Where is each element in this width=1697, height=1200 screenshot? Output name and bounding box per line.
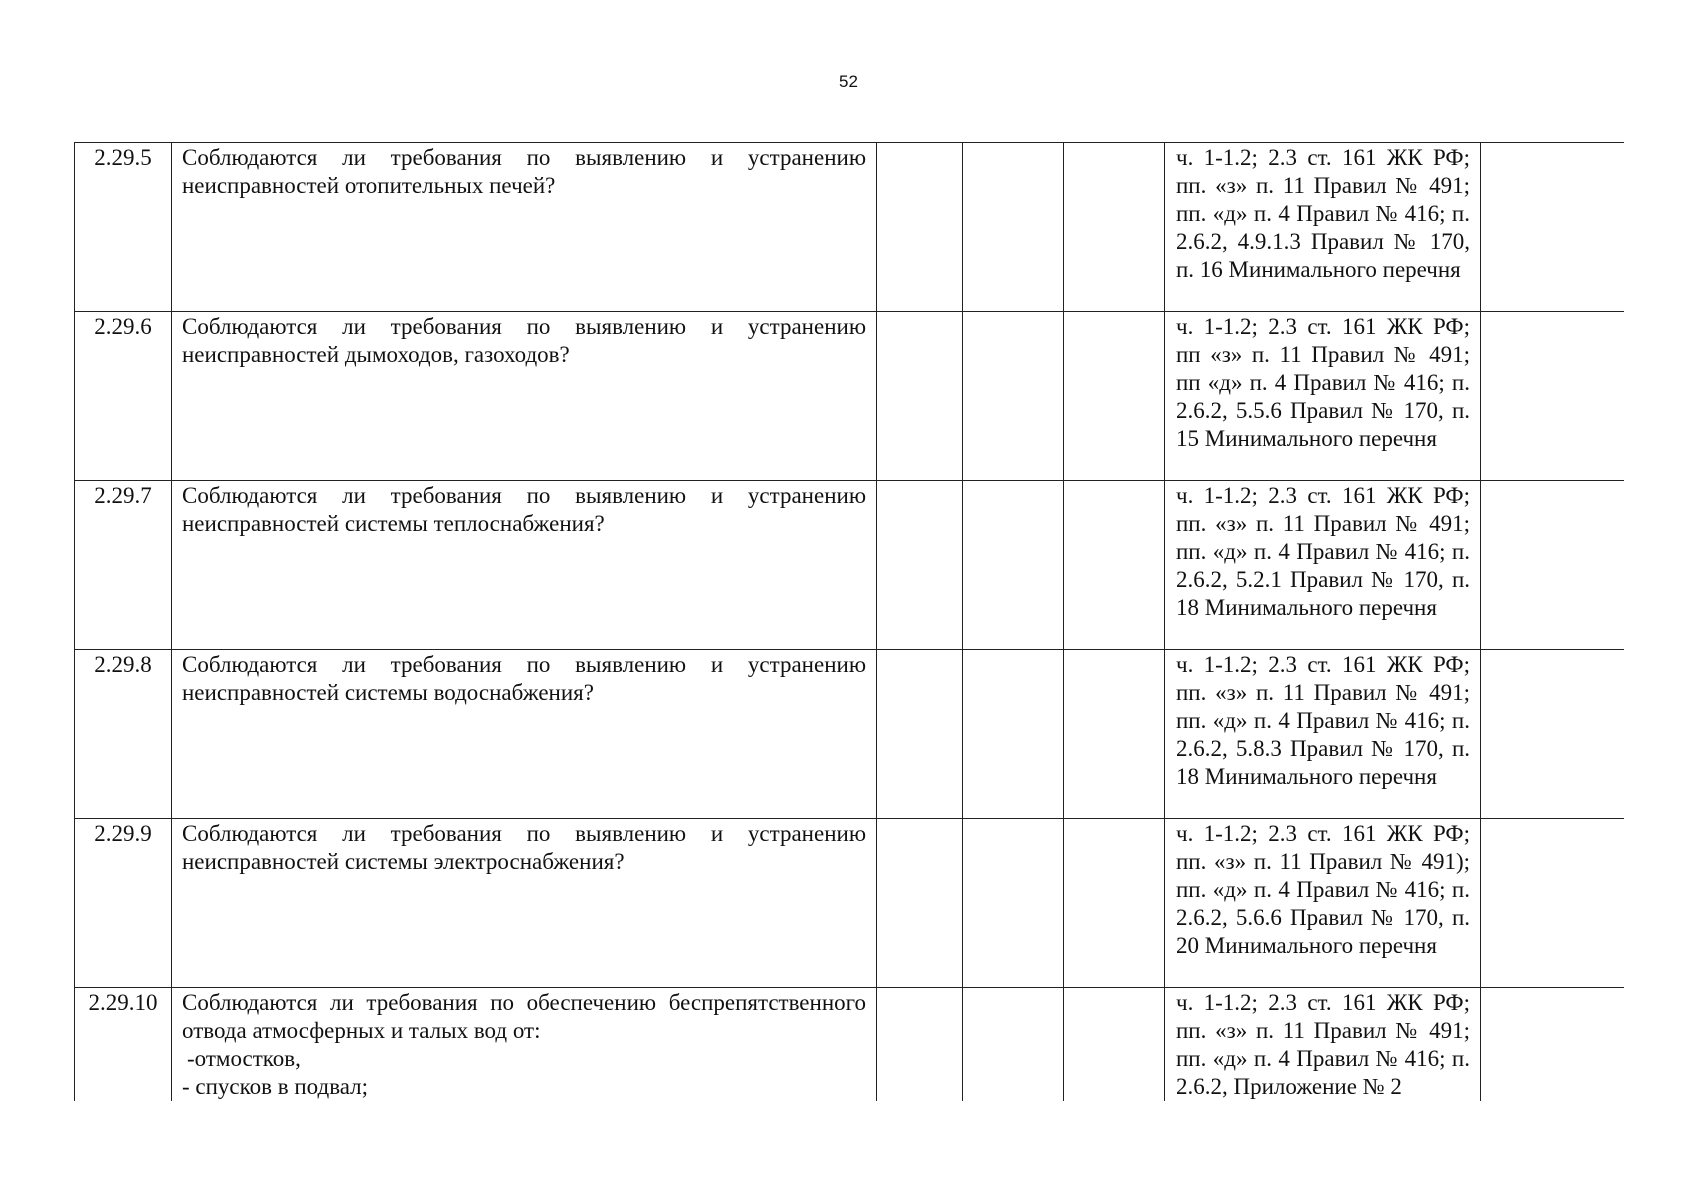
notes-cell[interactable]: [1481, 312, 1625, 481]
table-row: [75, 481, 1625, 650]
item-number: 2.29.5: [75, 143, 172, 312]
item-number: 2.29.10: [75, 988, 172, 1102]
answer-no-cell[interactable]: [963, 988, 1064, 1102]
answer-na-cell[interactable]: [1064, 312, 1165, 481]
legal-reference: ч. 1-1.2; 2.3 ст. 161 ЖК РФ; пп «з» п. 11 Правил № 491; пп «д» п. 4 Правил № 416; п. 2.6.2, 5.5.6 Правил № 170, п. 15 Минимального перечня: [1165, 312, 1481, 481]
notes-cell[interactable]: [1481, 143, 1625, 312]
legal-reference: ч. 1-1.2; 2.3 ст. 161 ЖК РФ; пп. «з» п. 11 Правил № 491; пп. «д» п. 4 Правил № 416; п. 2.6.2, Приложение № 2: [1165, 988, 1481, 1102]
legal-reference: ч. 1-1.2; 2.3 ст. 161 ЖК РФ; пп. «з» п. 11 Правил № 491; пп. «д» п. 4 Правил № 416; п. 2.6.2, 5.2.1 Правил № 170, п. 18 Минимального перечня: [1165, 481, 1481, 650]
table-row: [75, 650, 1625, 819]
answer-na-cell[interactable]: [1064, 143, 1165, 312]
question-line: Соблюдаются ли требования по выявлению и устранению неисправностей системы теплоснабжения?: [182, 483, 866, 536]
answer-yes-cell[interactable]: [877, 312, 963, 481]
notes-cell[interactable]: [1481, 988, 1625, 1102]
answer-no-cell[interactable]: [963, 819, 1064, 988]
answer-no-cell[interactable]: [963, 650, 1064, 819]
item-number: 2.29.6: [75, 312, 172, 481]
question-line: -отмостков,: [187, 1046, 301, 1071]
item-number: 2.29.9: [75, 819, 172, 988]
table-row: [75, 312, 1625, 481]
question-text: [172, 988, 877, 1102]
answer-yes-cell[interactable]: [877, 650, 963, 819]
notes-cell[interactable]: [1481, 819, 1625, 988]
notes-cell[interactable]: [1481, 481, 1625, 650]
table-row: [75, 143, 1625, 312]
question-text: [172, 481, 877, 650]
legal-reference: ч. 1-1.2; 2.3 ст. 161 ЖК РФ; пп. «з» п. 11 Правил № 491); пп. «д» п. 4 Правил № 416; п. 2.6.2, 5.6.6 Правил № 170, п. 20 Минимального перечня: [1165, 819, 1481, 988]
question-line: Соблюдаются ли требования по выявлению и устранению неисправностей системы водоснабжения?: [182, 652, 866, 705]
answer-yes-cell[interactable]: [877, 143, 963, 312]
question-line: Соблюдаются ли требования по выявлению и устранению неисправностей дымоходов, газоходов?: [182, 314, 866, 367]
answer-no-cell[interactable]: [963, 481, 1064, 650]
answer-na-cell[interactable]: [1064, 650, 1165, 819]
question-line: Соблюдаются ли требования по выявлению и устранению неисправностей отопительных печей?: [182, 145, 866, 198]
answer-yes-cell[interactable]: [877, 819, 963, 988]
answer-na-cell[interactable]: [1064, 819, 1165, 988]
legal-reference: ч. 1-1.2; 2.3 ст. 161 ЖК РФ; пп. «з» п. 11 Правил № 491; пп. «д» п. 4 Правил № 416; п. 2.6.2, 5.8.3 Правил № 170, п. 18 Минимального перечня: [1165, 650, 1481, 819]
checklist-table-container: [74, 142, 1624, 1101]
legal-reference: ч. 1-1.2; 2.3 ст. 161 ЖК РФ; пп. «з» п. 11 Правил № 491; пп. «д» п. 4 Правил № 416; п. 2.6.2, 4.9.1.3 Правил № 170, п. 16 Минимального перечня: [1165, 143, 1481, 312]
item-number: 2.29.7: [75, 481, 172, 650]
checklist-table: [74, 142, 1624, 1101]
question-line: - спусков в подвал;: [182, 1074, 369, 1099]
notes-cell[interactable]: [1481, 650, 1625, 819]
answer-na-cell[interactable]: [1064, 481, 1165, 650]
answer-yes-cell[interactable]: [877, 988, 963, 1102]
question-line: Соблюдаются ли требования по обеспечению беспрепятственного отвода атмосферных и талых вод от:: [182, 990, 866, 1043]
answer-no-cell[interactable]: [963, 312, 1064, 481]
page-number: 52: [839, 72, 858, 91]
question-text: [172, 819, 877, 988]
table-row: [75, 819, 1625, 988]
answer-yes-cell[interactable]: [877, 481, 963, 650]
question-text: [172, 650, 877, 819]
question-line: Соблюдаются ли требования по выявлению и устранению неисправностей системы электроснабжения?: [182, 821, 866, 874]
question-text: [172, 143, 877, 312]
answer-no-cell[interactable]: [963, 143, 1064, 312]
item-number: 2.29.8: [75, 650, 172, 819]
table-row: [75, 988, 1625, 1102]
question-text: [172, 312, 877, 481]
answer-na-cell[interactable]: [1064, 988, 1165, 1102]
